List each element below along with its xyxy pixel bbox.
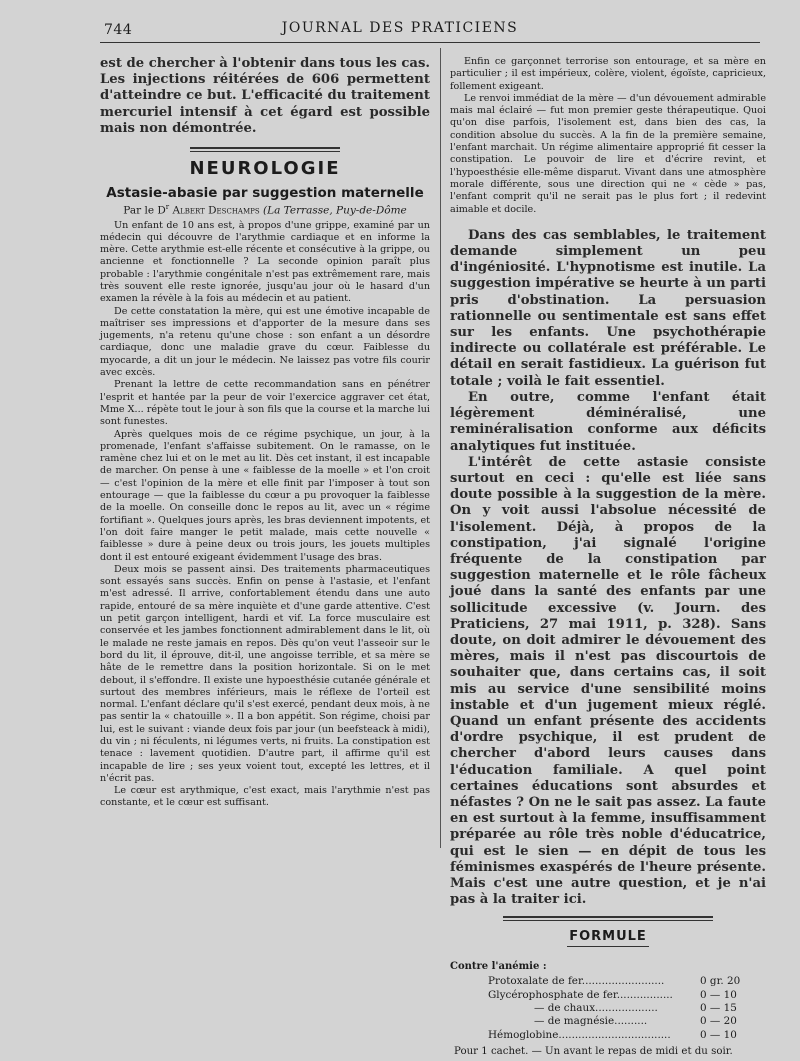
intro-paragraph: est de chercher à l'obtenir dans tous les cas. Les injections réitérées de 606 permettent d'atteindre ce but. L'efficacité du traitement mercuriel intensif à cet égard est possible mais non démontrée.: [100, 56, 430, 136]
ingredient-name: Hémoglobine..................................: [488, 1028, 671, 1041]
ingredient-qty: 0 gr. 20: [700, 975, 741, 988]
formule-row: [450, 1002, 766, 1015]
right-column: [450, 56, 766, 1057]
ingredient-name: Glycérophosphate de fer.................: [488, 988, 673, 1001]
article-paragraph: Enfin ce garçonnet terrorise son entourage, et sa mère en particulier ; il est impérieux, colère, violent, égoïste, capricieux, follement exigeant.: [450, 56, 766, 92]
byline-sup: r: [165, 203, 170, 212]
left-column: [100, 56, 430, 810]
article-title: Astasie-abasie par suggestion maternelle: [106, 185, 424, 202]
article-paragraph: Prenant la lettre de cette recommandation sans en pénétrer l'esprit et hantée par la peur de voir l'exercice aggraver cet état, Mme X... répète tout le jour à son fils que la course et la marche lui sont funestes.: [100, 379, 430, 428]
section-title: NEUROLOGIE: [189, 158, 341, 180]
page-number: 744: [104, 22, 133, 38]
ingredient-name: Protoxalate de fer.........................: [488, 975, 665, 988]
byline-prefix: Par le D: [123, 204, 166, 217]
formule-row: [450, 989, 766, 1002]
article-paragraph: Deux mois se passent ainsi. Des traitements pharmaceutiques sont essayés sans succès. Enfin on pense à l'astasie, et l'enfant m'est adressé. Il arrive, confortablement étendu dans une auto rapide, entouré de sa mère inquiète et d'une garde attentive. C'est un petit garçon intelligent, hardi et vif. La force musculaire est conservée et les jambes fonctionnent admirablement dans le lit, où le malade ne reste jamais en repos. Dès qu'on veut l'asseoir sur le bord du lit, il éprouve, dit-il, une angoisse terrible, et sa mère se hâte de le remettre dans la position horizontale. Si on le met debout, il s'effondre. Il existe une hypoesthésie cutanée générale et surtout des membres inférieurs, mais le réflexe de l'orteil est normal. L'enfant déclare qu'il s'est exercé, pendant deux mois, à ne pas sentir la « chatouille ». Il a bon appétit. Son régime, choisi par lui, est le suivant : viande deux fois par jour (un beefsteack à midi), du vin ; ni féculents, ni légumes verts, ni fruits. La constipation est tenace : lavement quotidien. D'autre part, il affirme qu'il est incapable de lire ; ses yeux voient tout, excepté les lettres, et il n'écrit pas.: [100, 563, 430, 784]
article-paragraph: Le cœur est arythmique, c'est exact, mais l'arythmie n'est pas constante, et le cœur est suffisant.: [100, 785, 430, 809]
commentary-paragraph: En outre, comme l'enfant était légèrement déminéralisé, une reminéralisation conforme aux déficits analytiques fut instituée.: [450, 389, 766, 454]
commentary-paragraph: Dans des cas semblables, le traitement demande simplement un peu d'ingéniosité. L'hypnotisme est inutile. La suggestion impérative se heurte à un parti pris d'obstination. La persuasion rationnelle ou sentimentale est sans effet sur les enfants. Une psychothérapie indirecte ou collatérale est préférable. Le détail en serait fastidieux. La guérison fut totale ; voilà le fait essentiel.: [450, 227, 766, 389]
byline-author: Albert Deschamps: [172, 204, 260, 217]
byline: [100, 203, 430, 217]
formule-rule: [503, 916, 713, 921]
formule-row: [450, 1029, 766, 1042]
article-paragraph: Le renvoi immédiat de la mère — d'un dévouement admirable mais mal éclairé — fut mon premier geste thérapeutique. Quoi qu'on dise parfois, l'isolement est, dans bien des cas, la condition absolue du succès. A la fin de la première semaine, l'enfant marchait. Un régime alimentaire approprié fit cesser la constipation. Le pouvoir de lire et d'écrire revint, et l'hypoesthésie elle-même disparut. Vivant dans une atmosphère morale différente, sous une direction qui ne « cède » pas, l'enfant comprit qu'il ne serait pas le plus fort ; il redevint aimable et docile.: [450, 92, 766, 215]
ingredient-name: — de chaux...................: [534, 1001, 658, 1014]
page-header: [0, 0, 800, 40]
ingredient-qty: 0 — 10: [700, 1028, 737, 1041]
header-rule: [100, 42, 760, 43]
running-title: JOURNAL DES PRATICIENS: [281, 20, 519, 36]
article-paragraph: De cette constatation la mère, qui est une émotive incapable de maîtriser ses impressions et d'apporter de la mesure dans ses jugements, n'a retenu qu'une chose : son enfant a un désordre cardiaque, donc une maladie grave du cœur. Faiblesse du myocarde, a dit un jour le médecin. Ne laissez pas votre fils courir avec excès.: [100, 305, 430, 379]
column-divider: [440, 48, 441, 848]
formule-underline: [567, 946, 649, 947]
formule-title: FORMULE: [569, 929, 647, 945]
ingredient-qty: 0 — 15: [700, 1001, 737, 1014]
ingredient-qty: 0 — 10: [700, 988, 737, 1001]
ingredient-name: — de magnésie..........: [534, 1015, 648, 1028]
article-paragraph: Un enfant de 10 ans est, à propos d'une grippe, examiné par un médecin qui découvre de l'arythmie cardiaque et en informe la mère. Cette arythmie est-elle récente et consécutive à la grippe, ou ancienne et fonctionnelle ? La seconde opinion paraît plus probable : l'arythmie congénitale n'est pas extrêmement rare, mais très souvent elle reste ignorée, jusqu'au jour où le hasard d'un examen la révèle à la fois au médecin et au patient.: [100, 219, 430, 305]
formule-row: [450, 975, 766, 988]
byline-location: (La Terrasse, Puy-de-Dôme: [263, 204, 407, 217]
ingredient-qty: 0 — 20: [700, 1015, 737, 1028]
section-rule: [190, 147, 340, 152]
formule-note: Pour 1 cachet. — Un avant le repas de midi et du soir.: [454, 1045, 733, 1057]
commentary-paragraph: L'intérêt de cette astasie consiste surtout en ceci : qu'elle est liée sans doute possible à la suggestion de la mère. On y voit aussi l'absolue nécessité de l'isolement. Déjà, à propos de la constipation, j'ai signalé l'origine fréquente de la constipation par suggestion maternelle et le rôle fâcheux joué dans la santé des enfants par une sollicitude excessive (v. Journ. des Praticiens, 27 mai 1911, p. 328). Sans doute, on doit admirer le dévouement des mères, mais il n'est pas discourtois de souhaiter que, dans certains cas, il soit mis au service d'une sensibilité moins instable et d'un jugement mieux réglé. Quand un enfant présente des accidents d'ordre psychique, il est prudent de chercher d'abord leurs causes dans l'éducation familiale. A quel point certaines éducations sont absurdes et néfastes ? On ne le sait pas assez. La faute en est surtout à la femme, insuffisamment préparée au rôle très noble d'éducatrice, qui est le sien — en dépit de tous les féminismes exaspérés de l'heure présente. Mais c'est une autre question, et je n'ai pas à la traiter ici.: [450, 454, 766, 908]
formule-row: [450, 1015, 766, 1028]
formule-intro: Contre l'anémie :: [450, 961, 547, 973]
article-paragraph: Après quelques mois de ce régime psychique, un jour, à la promenade, l'enfant s'affaisse subitement. On le ramasse, on le ramène chez lui et on le met au lit. Dès cet instant, il est incapable de marcher. On pense à une « faiblesse de la moelle » et l'on croit — c'est l'opinion de la mère et elle finit par l'imposer à tout son entourage — que la faiblesse du cœur a pu provoquer la faiblesse de la moelle. On conseille donc le repos au lit, avec un « régime fortifiant ». Quelques jours après, les bras deviennent impotents, et l'on doit faire manger le petit malade, mais cette nouvelle « faiblesse » dure à peine deux ou trois jours, les jouets multiples dont il est entouré exigeant évidemment l'usage des bras.: [100, 428, 430, 563]
